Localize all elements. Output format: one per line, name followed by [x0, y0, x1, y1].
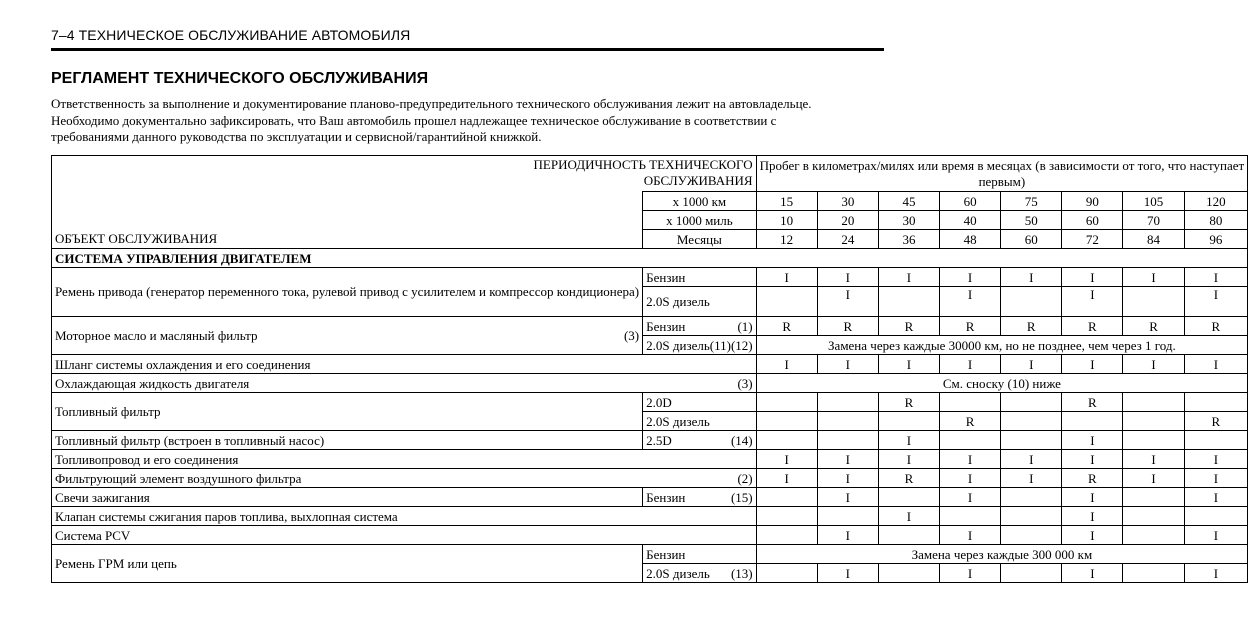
item-name: Шланг системы охлаждения и его соединения: [52, 355, 757, 374]
miles-cell: 50: [1001, 211, 1062, 230]
miles-cell: 70: [1123, 211, 1184, 230]
schedule-cell: I: [1184, 287, 1248, 317]
fuel-cell: [643, 564, 756, 583]
km-cell: 75: [1001, 192, 1062, 211]
schedule-cell: [756, 412, 817, 431]
replacement-note: Замена через каждые 30000 км, но не позднее, чем через 1 год.: [756, 336, 1248, 355]
schedule-cell: I: [1062, 526, 1123, 545]
schedule-cell: [817, 507, 878, 526]
fuel-type: Бензин: [646, 489, 686, 505]
table-row: [52, 488, 1248, 507]
schedule-cell: [1123, 507, 1184, 526]
table-row: [52, 249, 1248, 268]
item-name: Свечи зажигания: [52, 488, 643, 507]
schedule-cell: [878, 526, 939, 545]
table-row: [52, 507, 1248, 526]
schedule-cell: I: [817, 287, 878, 317]
schedule-cell: [940, 431, 1001, 450]
miles-cell: 30: [878, 211, 939, 230]
fuel-type: 2.0D: [643, 393, 756, 412]
section-heading: СИСТЕМА УПРАВЛЕНИЯ ДВИГАТЕЛЕМ: [52, 249, 1248, 268]
schedule-cell: I: [1062, 355, 1123, 374]
km-cell: 90: [1062, 192, 1123, 211]
schedule-cell: I: [1123, 469, 1184, 488]
item-name: Система PCV: [52, 526, 757, 545]
schedule-cell: I: [817, 268, 878, 287]
schedule-cell: [817, 393, 878, 412]
schedule-cell: [1001, 564, 1062, 583]
mileage-header-line: первым): [978, 173, 1026, 189]
schedule-cell: I: [817, 526, 878, 545]
footnote-ref: (3): [737, 375, 753, 391]
schedule-cell: I: [1123, 268, 1184, 287]
table-row: [52, 545, 1248, 564]
schedule-cell: I: [878, 450, 939, 469]
maintenance-schedule-table: [51, 155, 1248, 583]
schedule-cell: [940, 393, 1001, 412]
schedule-cell: I: [1062, 287, 1123, 317]
schedule-cell: I: [940, 287, 1001, 317]
item-name: Моторное масло и масляный фильтр: [55, 328, 258, 343]
schedule-cell: [756, 526, 817, 545]
miles-cell: 80: [1184, 211, 1248, 230]
schedule-cell: I: [1001, 450, 1062, 469]
schedule-cell: R: [1184, 317, 1248, 336]
schedule-cell: R: [940, 412, 1001, 431]
months-cell: 48: [940, 230, 1001, 249]
intro-line: Ответственность за выполнение и документирование планово-предупредительного технического обслуживания лежит на автовладельце.: [51, 96, 812, 111]
schedule-cell: I: [1062, 431, 1123, 450]
schedule-cell: R: [878, 393, 939, 412]
schedule-cell: [1123, 412, 1184, 431]
header-rule: [51, 48, 884, 51]
miles-cell: 60: [1062, 211, 1123, 230]
period-header-line: ОБСЛУЖИВАНИЯ: [643, 173, 753, 188]
item-name: Ремень привода (генератор переменного тока, рулевой привод с усилителем и компрессор кондиционера): [52, 268, 643, 317]
item-cell: [52, 317, 643, 355]
footnote-ref: (15): [730, 489, 753, 505]
object-header-spacer: [52, 211, 643, 230]
months-label: Месяцы: [643, 230, 756, 249]
footnote-ref: (1): [737, 318, 753, 334]
schedule-cell: I: [1062, 450, 1123, 469]
months-cell: 60: [1001, 230, 1062, 249]
replacement-note: Замена через каждые 300 000 км: [756, 545, 1248, 564]
intro-line: требованиями данного руководства по эксплуатации и сервисной/гарантийной книжкой.: [51, 129, 542, 144]
schedule-cell: R: [1062, 469, 1123, 488]
months-cell: 12: [756, 230, 817, 249]
km-cell: 30: [817, 192, 878, 211]
schedule-cell: [1123, 393, 1184, 412]
schedule-cell: I: [1184, 355, 1248, 374]
item-name: Охлаждающая жидкость двигателя: [55, 375, 250, 391]
months-cell: 72: [1062, 230, 1123, 249]
item-name: Топливопровод и его соединения: [52, 450, 757, 469]
intro-line: Необходимо документально зафиксировать, что Ваш автомобиль прошел надлежащее техническое обслуживание в соответствии с: [51, 112, 777, 128]
schedule-cell: I: [756, 268, 817, 287]
schedule-cell: R: [1184, 412, 1248, 431]
schedule-cell: [878, 488, 939, 507]
schedule-cell: I: [817, 450, 878, 469]
mileage-header: [756, 156, 1248, 192]
schedule-cell: I: [940, 564, 1001, 583]
schedule-cell: I: [1184, 488, 1248, 507]
fuel-type: Бензин: [643, 545, 756, 564]
schedule-cell: R: [1123, 317, 1184, 336]
fuel-type: 2.5D: [646, 432, 672, 448]
schedule-cell: I: [1184, 564, 1248, 583]
fuel-type: 2.0S дизель: [643, 412, 756, 431]
schedule-cell: R: [1001, 317, 1062, 336]
schedule-cell: [1123, 431, 1184, 450]
schedule-cell: [1001, 526, 1062, 545]
item-cell: [52, 469, 757, 488]
months-cell: 36: [878, 230, 939, 249]
item-name: Фильтрующий элемент воздушного фильтра: [55, 470, 302, 486]
fuel-type: Бензин: [646, 318, 686, 334]
table-row: [52, 268, 1248, 287]
period-header-line: ПЕРИОДИЧНОСТЬ ТЕХНИЧЕСКОГО: [533, 157, 753, 172]
schedule-cell: R: [756, 317, 817, 336]
schedule-cell: [878, 564, 939, 583]
schedule-cell: [1001, 431, 1062, 450]
schedule-cell: I: [756, 450, 817, 469]
km-label: x 1000 км: [643, 192, 756, 211]
schedule-cell: [1001, 393, 1062, 412]
schedule-cell: [756, 287, 817, 317]
schedule-cell: [756, 431, 817, 450]
km-cell: 105: [1123, 192, 1184, 211]
item-cell: [52, 374, 757, 393]
schedule-cell: I: [1123, 450, 1184, 469]
miles-cell: 20: [817, 211, 878, 230]
footnote-ref: (3): [623, 328, 640, 343]
miles-cell: 10: [756, 211, 817, 230]
table-row: [52, 192, 1248, 211]
schedule-cell: [1184, 393, 1248, 412]
schedule-cell: [756, 393, 817, 412]
table-row: [52, 317, 1248, 336]
schedule-cell: I: [940, 450, 1001, 469]
table-row: [52, 393, 1248, 412]
table-row: [52, 469, 1248, 488]
table-row: [52, 230, 1248, 249]
schedule-cell: [1062, 412, 1123, 431]
table-row: [52, 156, 1248, 192]
schedule-cell: R: [878, 317, 939, 336]
schedule-cell: [1123, 488, 1184, 507]
object-header: ОБЪЕКТ ОБСЛУЖИВАНИЯ: [52, 230, 643, 249]
footnote-ref: (14): [730, 432, 753, 448]
km-cell: 120: [1184, 192, 1248, 211]
schedule-cell: [878, 287, 939, 317]
fuel-cell: [643, 336, 756, 355]
fuel-type: 2.0S дизель: [646, 565, 710, 581]
schedule-cell: [878, 412, 939, 431]
schedule-cell: I: [1001, 355, 1062, 374]
footnote-ref: (2): [737, 470, 753, 486]
months-cell: 96: [1184, 230, 1248, 249]
schedule-cell: [1001, 412, 1062, 431]
schedule-cell: R: [817, 317, 878, 336]
schedule-cell: [756, 564, 817, 583]
schedule-cell: I: [1062, 488, 1123, 507]
table-row: [52, 450, 1248, 469]
schedule-cell: I: [817, 355, 878, 374]
schedule-cell: [1123, 564, 1184, 583]
schedule-cell: R: [878, 469, 939, 488]
schedule-cell: I: [1001, 268, 1062, 287]
miles-label: x 1000 миль: [643, 211, 756, 230]
fuel-type: 2.0S дизель: [646, 337, 710, 353]
schedule-cell: I: [1184, 450, 1248, 469]
miles-cell: 40: [940, 211, 1001, 230]
period-header: [52, 156, 757, 192]
schedule-cell: [1184, 507, 1248, 526]
schedule-cell: I: [878, 268, 939, 287]
item-name: Топливный фильтр (встроен в топливный насос): [52, 431, 643, 450]
schedule-cell: I: [940, 469, 1001, 488]
schedule-cell: I: [1123, 355, 1184, 374]
schedule-cell: [1123, 526, 1184, 545]
item-name: Топливный фильтр: [52, 393, 643, 431]
schedule-cell: I: [1001, 469, 1062, 488]
schedule-cell: [1001, 287, 1062, 317]
schedule-cell: I: [1184, 469, 1248, 488]
intro-paragraph: [51, 96, 891, 146]
schedule-cell: [1123, 287, 1184, 317]
fuel-type: Бензин: [643, 268, 756, 287]
schedule-cell: [940, 507, 1001, 526]
schedule-cell: I: [817, 488, 878, 507]
schedule-cell: I: [817, 469, 878, 488]
schedule-cell: I: [1062, 268, 1123, 287]
months-cell: 84: [1123, 230, 1184, 249]
page-title: РЕГЛАМЕНТ ТЕХНИЧЕСКОГО ОБСЛУЖИВАНИЯ: [51, 70, 429, 87]
footnote-note: См. сноску (10) ниже: [756, 374, 1248, 393]
footnote-ref: (13): [730, 565, 753, 581]
item-name: Ремень ГРМ или цепь: [52, 545, 643, 583]
footnote-ref: (11)(12): [709, 337, 753, 353]
fuel-cell: [643, 488, 756, 507]
schedule-cell: I: [940, 355, 1001, 374]
schedule-cell: R: [940, 317, 1001, 336]
schedule-cell: R: [1062, 393, 1123, 412]
months-cell: 24: [817, 230, 878, 249]
fuel-cell: [643, 317, 756, 336]
schedule-cell: I: [1184, 268, 1248, 287]
schedule-cell: I: [1062, 564, 1123, 583]
schedule-cell: I: [878, 431, 939, 450]
table-row: [52, 431, 1248, 450]
object-header-spacer: [52, 192, 643, 211]
schedule-cell: I: [940, 488, 1001, 507]
table-row: [52, 374, 1248, 393]
schedule-cell: [1001, 507, 1062, 526]
table-row: [52, 211, 1248, 230]
table-row: [52, 355, 1248, 374]
schedule-cell: [756, 507, 817, 526]
schedule-cell: I: [1062, 507, 1123, 526]
page-header: 7–4 ТЕХНИЧЕСКОЕ ОБСЛУЖИВАНИЕ АВТОМОБИЛЯ: [51, 27, 411, 43]
schedule-cell: I: [940, 526, 1001, 545]
fuel-type: 2.0S дизель: [643, 287, 756, 317]
table-row: [52, 526, 1248, 545]
schedule-cell: [1184, 431, 1248, 450]
schedule-cell: [817, 412, 878, 431]
schedule-cell: I: [878, 355, 939, 374]
schedule-cell: [817, 431, 878, 450]
km-cell: 45: [878, 192, 939, 211]
schedule-cell: R: [1062, 317, 1123, 336]
mileage-header-line: Пробег в километрах/милях или время в месяцах (в зависимости от того, что наступает: [759, 157, 1245, 173]
fuel-cell: [643, 431, 756, 450]
schedule-cell: I: [1184, 526, 1248, 545]
km-cell: 60: [940, 192, 1001, 211]
schedule-cell: [1001, 488, 1062, 507]
schedule-cell: I: [878, 507, 939, 526]
km-cell: 15: [756, 192, 817, 211]
schedule-cell: I: [817, 564, 878, 583]
schedule-cell: [756, 488, 817, 507]
schedule-cell: I: [756, 469, 817, 488]
item-name: Клапан системы сжигания паров топлива, выхлопная система: [52, 507, 757, 526]
schedule-cell: I: [756, 355, 817, 374]
schedule-cell: I: [940, 268, 1001, 287]
